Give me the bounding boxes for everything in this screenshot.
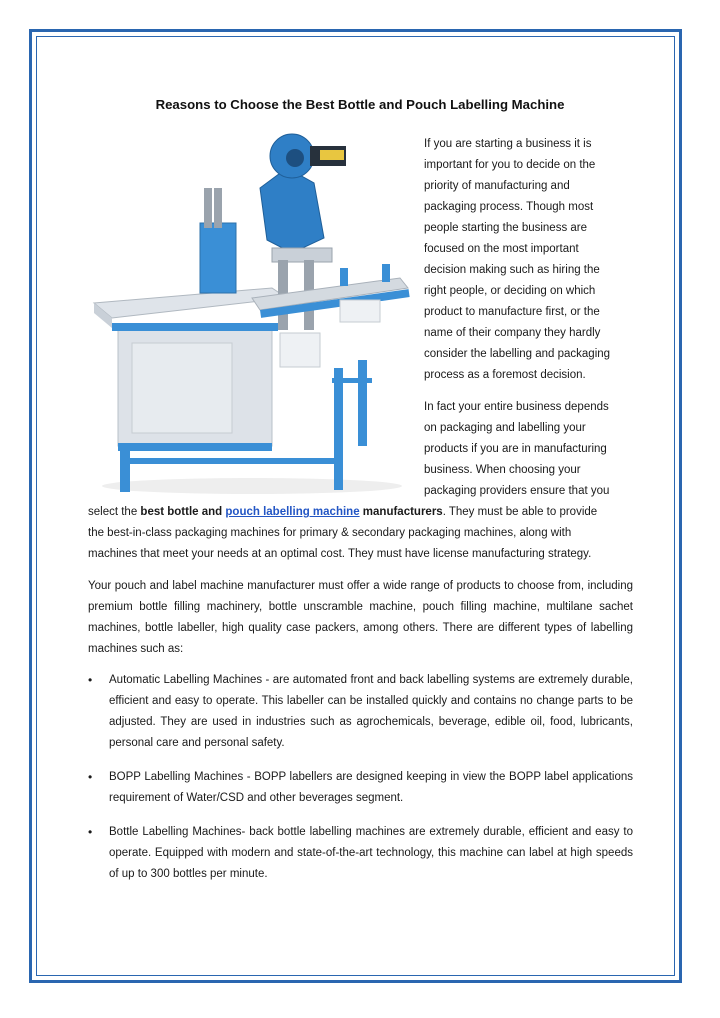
list-item: Automatic Labelling Machines - are automated front and back labelling systems are extremely durable, efficient and easy to operate. This labeller can be installed quickly and contains no change parts to be adjusted. They are used in industries such as agrochemicals, beverage, edible oil, food, lubricants, personal care and personal safety. bbox=[109, 674, 633, 749]
intro-line: product to manufacture first, or the bbox=[424, 306, 600, 318]
bullet-icon: • bbox=[88, 770, 93, 784]
bullet-icon: • bbox=[88, 825, 93, 839]
business-line: the best-in-class packaging machines for primary & secondary packaging machines, along with bbox=[88, 527, 572, 539]
business-line: packaging providers ensure that you bbox=[424, 485, 610, 497]
select-prefix: select the bbox=[88, 506, 141, 518]
intro-line: priority of manufacturing and bbox=[424, 180, 570, 192]
intro-line: If you are starting a business it is bbox=[424, 138, 592, 150]
intro-line: packaging process. Though most bbox=[424, 201, 594, 213]
list-item: Bottle Labelling Machines- back bottle labelling machines are extremely durable, efficient and easy to operate. Equipped with modern and state-of-the-art technology, this machine can label at high speeds of up to 300 bottles per minute. bbox=[109, 826, 633, 880]
intro-line: people starting the business are bbox=[424, 222, 588, 234]
intro-line: decision making such as hiring the bbox=[424, 264, 600, 276]
business-line: machines that meet your needs at an optimal cost. They must have license manufacturing strategy. bbox=[88, 548, 592, 560]
business-line: In fact your entire business depends bbox=[424, 401, 609, 413]
intro-line: process as a foremost decision. bbox=[424, 369, 586, 381]
document-title: Reasons to Choose the Best Bottle and Pouch Labelling Machine bbox=[155, 97, 565, 112]
manufacturer-range-paragraph: Your pouch and label machine manufacturer must offer a wide range of products to choose from, including premium bottle filling machinery, bottle unscramble machine, pouch filling machine, multilane sachet machines, bottle labeller, high quality case packers, among others. There are different types of labelling machines such as: bbox=[88, 580, 633, 655]
business-line: on packaging and labelling your bbox=[424, 422, 586, 434]
intro-line: important for you to decide on the bbox=[424, 159, 596, 171]
best-bottle-bold: best bottle and bbox=[140, 506, 223, 518]
bullet-icon: • bbox=[88, 673, 93, 687]
intro-line: consider the labelling and packaging bbox=[424, 348, 611, 360]
business-line: products if you are in manufacturing bbox=[424, 443, 607, 455]
intro-line: focused on the most important bbox=[424, 243, 579, 255]
select-rest: . They must be able to provide bbox=[442, 506, 598, 518]
intro-line: name of their company they hardly bbox=[424, 327, 601, 339]
pouch-labelling-machine-link[interactable]: pouch labelling machine bbox=[225, 506, 360, 518]
labelling-machine-image bbox=[82, 128, 414, 500]
intro-line: right people, or deciding on which bbox=[424, 285, 596, 297]
list-item: BOPP Labelling Machines - BOPP labellers are designed keeping in view the BOPP label applications requirement of Water/CSD and other beverages segment. bbox=[109, 771, 633, 804]
manufacturers-bold: manufacturers bbox=[362, 506, 443, 518]
business-line: business. When choosing your bbox=[424, 464, 581, 476]
business-line-select bbox=[88, 502, 633, 523]
